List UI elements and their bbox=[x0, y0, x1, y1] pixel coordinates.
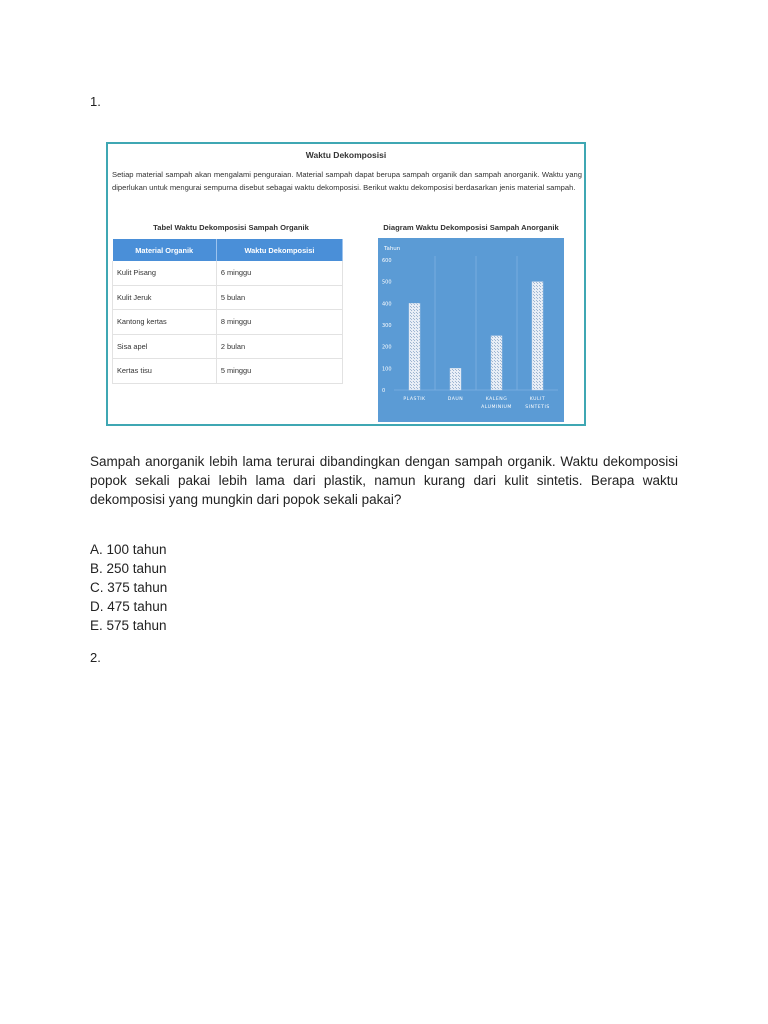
table-cell-material: Kulit Jeruk bbox=[113, 285, 217, 310]
table-cell-time: 6 minggu bbox=[216, 261, 342, 285]
y-tick-label: 400 bbox=[382, 301, 392, 308]
y-tick-label: 500 bbox=[382, 279, 392, 286]
table-cell-time: 2 bulan bbox=[216, 334, 342, 359]
figure-title: Waktu Dekomposisi bbox=[305, 150, 387, 160]
y-tick-label: 300 bbox=[382, 323, 392, 329]
x-tick-label: PLASTIK bbox=[403, 397, 426, 402]
inorganic-bar-chart bbox=[378, 238, 564, 422]
x-tick-label: KALENG bbox=[485, 397, 508, 402]
x-tick-label: ALUMINIUM bbox=[481, 405, 512, 410]
figure-intro: Setiap material sampah akan mengalami penguraian. Material sampah dapat berupa sampah organik dan sampah anorganik. Waktu yang diperlukan untuk mengurai sempurna disebut sebagai waktu dekomposisi. Berikut waktu dekomposisi berdasarkan jenis material sampah. bbox=[112, 170, 582, 192]
table-cell-material: Kantong kertas bbox=[113, 310, 217, 335]
bar bbox=[409, 303, 420, 390]
y-tick-label: 600 bbox=[382, 258, 392, 264]
table-row bbox=[113, 310, 343, 335]
bar bbox=[450, 368, 461, 390]
answer-options bbox=[90, 540, 167, 635]
table-cell-material: Kertas tisu bbox=[113, 359, 217, 384]
question-number: 1. bbox=[90, 94, 101, 109]
table-cell-time: 5 bulan bbox=[216, 285, 342, 310]
question-number: 2. bbox=[90, 650, 101, 665]
table-cell-material: Sisa apel bbox=[113, 334, 217, 359]
answer-option-c[interactable]: C. 375 tahun bbox=[90, 580, 168, 595]
table-row bbox=[113, 285, 343, 310]
table-row bbox=[113, 334, 343, 359]
y-tick-label: 0 bbox=[382, 388, 386, 394]
bar bbox=[491, 336, 502, 390]
table-header-material: Material Organik bbox=[113, 239, 217, 261]
answer-option-e[interactable]: E. 575 tahun bbox=[90, 618, 167, 633]
table-title: Tabel Waktu Dekomposisi Sampah Organik bbox=[153, 223, 309, 232]
x-tick-label: DAUN bbox=[447, 397, 464, 402]
organic-table bbox=[112, 239, 343, 384]
y-tick-label: 100 bbox=[382, 366, 392, 373]
question-text: Sampah anorganik lebih lama terurai dibandingkan dengan sampah organik. Waktu dekomposisi popok sekali pakai lebih lama dari plastik, namun kurang dari kulit sintetis. Berapa waktu dekomposisi yang mungkin dari popok sekali pakai? bbox=[90, 454, 678, 507]
decomposition-figure bbox=[106, 142, 586, 426]
answer-option-b[interactable]: B. 250 tahun bbox=[90, 561, 167, 576]
bar bbox=[532, 282, 543, 390]
table-cell-time: 5 minggu bbox=[216, 359, 342, 384]
table-cell-time: 8 minggu bbox=[216, 310, 342, 335]
table-header-time: Waktu Dekomposisi bbox=[216, 239, 342, 261]
x-tick-label: KULIT bbox=[529, 397, 546, 402]
table-row bbox=[113, 359, 343, 384]
chart-title: Diagram Waktu Dekomposisi Sampah Anorganik bbox=[383, 223, 559, 232]
table-row bbox=[113, 261, 343, 285]
answer-option-a[interactable]: A. 100 tahun bbox=[90, 542, 167, 557]
y-axis-label: Tahun bbox=[384, 246, 401, 252]
answer-option-d[interactable]: D. 475 tahun bbox=[90, 599, 168, 614]
y-tick-label: 200 bbox=[382, 344, 392, 351]
table-cell-material: Kulit Pisang bbox=[113, 261, 217, 285]
x-tick-label: SINTETIS bbox=[525, 405, 550, 410]
